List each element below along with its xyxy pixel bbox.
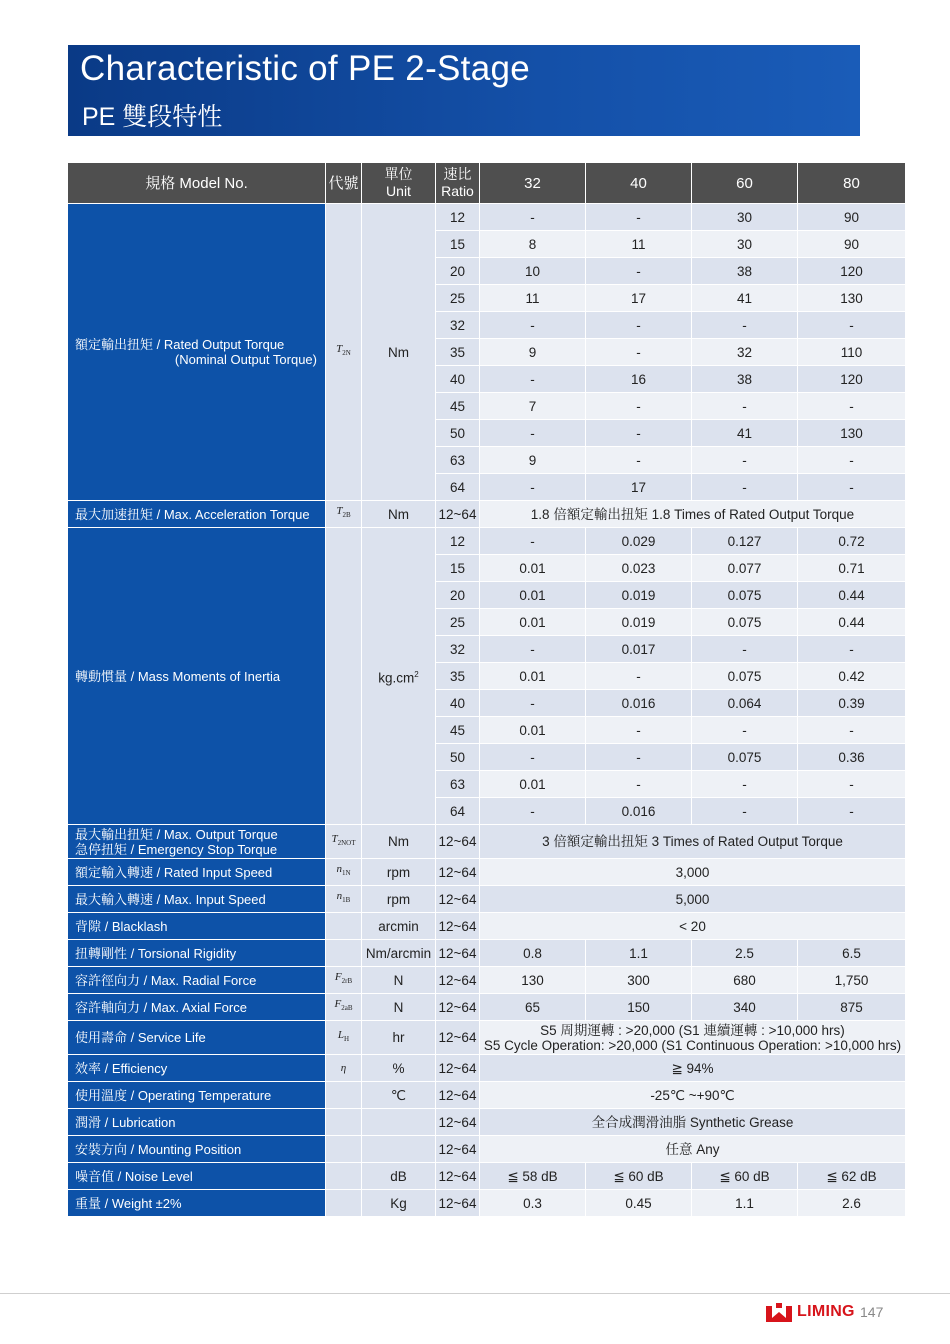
page-title: Characteristic of PE 2-Stage [80, 49, 530, 88]
header-unit: 單位 Unit [362, 163, 436, 204]
ratio-cell: 32 [436, 312, 480, 339]
value-cell: 0.39 [798, 690, 906, 717]
value-cell: 41 [692, 420, 798, 447]
symbol-cell: $L_H$ [326, 1021, 362, 1055]
value-cell: - [586, 204, 692, 231]
value-cell: - [692, 636, 798, 663]
ratio-cell: 64 [436, 474, 480, 501]
footer-divider [0, 1293, 950, 1294]
unit-cell [362, 1136, 436, 1163]
value-cell: 0.71 [798, 555, 906, 582]
symbol-cell [326, 528, 362, 825]
value-cell: 0.44 [798, 582, 906, 609]
symbol-cell [326, 1109, 362, 1136]
table-row [68, 1021, 906, 1055]
ratio-cell: 12~64 [436, 1021, 480, 1055]
ratio-cell: 35 [436, 663, 480, 690]
value-cell: - [798, 393, 906, 420]
header-row [68, 163, 906, 204]
table-row [68, 886, 906, 913]
inertia-label: 轉動慣量 / Mass Moments of Inertia [68, 528, 326, 825]
value-cell: - [798, 636, 906, 663]
ratio-cell: 12~64 [436, 825, 480, 859]
symbol-cell [326, 1190, 362, 1217]
ratio-cell: 12~64 [436, 1109, 480, 1136]
header-size: 60 [692, 163, 798, 204]
value-cell: - [480, 636, 586, 663]
unit-cell: arcmin [362, 913, 436, 940]
value-cell: 0.075 [692, 609, 798, 636]
ratio-cell: 12~64 [436, 501, 480, 528]
symbol-cell [326, 940, 362, 967]
value-cell: - [586, 744, 692, 771]
symbol-cell: $n_{1B}$ [326, 886, 362, 913]
value-cell: < 20 [480, 913, 906, 940]
value-cell: 0.029 [586, 528, 692, 555]
header-code: 代號 [326, 163, 362, 204]
value-cell: - [586, 717, 692, 744]
symbol-cell: $F_{2rB}$ [326, 967, 362, 994]
ratio-cell: 32 [436, 636, 480, 663]
value-cell: 875 [798, 994, 906, 1021]
unit-cell: % [362, 1055, 436, 1082]
ratio-cell: 20 [436, 258, 480, 285]
value-cell: 0.01 [480, 717, 586, 744]
header-ratio: 速比 Ratio [436, 163, 480, 204]
symbol-cell: $n_{1N}$ [326, 859, 362, 886]
symbol-cell [326, 1136, 362, 1163]
value-cell: 8 [480, 231, 586, 258]
unit-cell [362, 1109, 436, 1136]
unit-cell: Nm [362, 501, 436, 528]
value-cell: - [798, 771, 906, 798]
unit-cell: rpm [362, 859, 436, 886]
unit-cell: Nm [362, 825, 436, 859]
header-model: 規格 Model No. [68, 163, 326, 204]
value-cell: - [692, 447, 798, 474]
table-row [68, 1190, 906, 1217]
value-cell: - [480, 420, 586, 447]
value-cell: 1,750 [798, 967, 906, 994]
value-cell: - [798, 717, 906, 744]
page-number: 147 [860, 1304, 884, 1320]
value-cell: 3 倍額定輸出扭矩 3 Times of Rated Output Torque [480, 825, 906, 859]
value-cell: 0.075 [692, 663, 798, 690]
value-cell: - [480, 474, 586, 501]
symbol-cell: $T_{2NOT}$ [326, 825, 362, 859]
header-size: 32 [480, 163, 586, 204]
value-cell: 41 [692, 285, 798, 312]
value-cell: ≦ 60 dB [586, 1163, 692, 1190]
value-cell: ≦ 62 dB [798, 1163, 906, 1190]
value-cell: 150 [586, 994, 692, 1021]
title-banner [68, 45, 860, 136]
value-cell: 3,000 [480, 859, 906, 886]
max-output-label: 最大輸出扭矩 / Max. Output Torque 急停扭矩 / Emergency Stop Torque [68, 825, 326, 859]
value-cell: 0.017 [586, 636, 692, 663]
value-cell: - [586, 393, 692, 420]
weight-label: 重量 / Weight ±2% [68, 1190, 326, 1217]
table-row [68, 967, 906, 994]
value-cell: - [586, 312, 692, 339]
value-cell: - [692, 474, 798, 501]
unit-cell: Nm/arcmin [362, 940, 436, 967]
value-cell: - [798, 312, 906, 339]
value-cell: 0.42 [798, 663, 906, 690]
ratio-cell: 25 [436, 285, 480, 312]
value-cell: ≧ 94% [480, 1055, 906, 1082]
table-row [68, 204, 906, 231]
value-cell: 16 [586, 366, 692, 393]
value-cell: 0.72 [798, 528, 906, 555]
symbol-cell: $F_{2aB}$ [326, 994, 362, 1021]
value-cell: 0.016 [586, 798, 692, 825]
ratio-cell: 12~64 [436, 1136, 480, 1163]
ratio-cell: 15 [436, 555, 480, 582]
value-cell: 0.064 [692, 690, 798, 717]
symbol-cell: $T_{2N}$ [326, 204, 362, 501]
ratio-cell: 12 [436, 528, 480, 555]
value-cell: 0.127 [692, 528, 798, 555]
value-cell: 32 [692, 339, 798, 366]
value-cell: 2.5 [692, 940, 798, 967]
value-cell: - [692, 312, 798, 339]
value-cell: 11 [480, 285, 586, 312]
ratio-cell: 40 [436, 690, 480, 717]
table-row [68, 825, 906, 859]
value-cell: 0.01 [480, 609, 586, 636]
value-cell: 0.01 [480, 663, 586, 690]
table-row [68, 859, 906, 886]
unit-cell: hr [362, 1021, 436, 1055]
value-cell: - [586, 771, 692, 798]
value-cell: -25℃ ~+90℃ [480, 1082, 906, 1109]
value-cell: 9 [480, 447, 586, 474]
unit-cell: $kg.cm^2$ [362, 528, 436, 825]
value-cell: - [480, 204, 586, 231]
value-cell: - [692, 717, 798, 744]
ratio-cell: 35 [436, 339, 480, 366]
value-cell: 0.3 [480, 1190, 586, 1217]
ratio-cell: 20 [436, 582, 480, 609]
ratio-cell: 45 [436, 393, 480, 420]
value-cell: 0.01 [480, 582, 586, 609]
value-cell: ≦ 60 dB [692, 1163, 798, 1190]
ratio-cell: 25 [436, 609, 480, 636]
value-cell: 0.077 [692, 555, 798, 582]
value-cell: 11 [586, 231, 692, 258]
table-row [68, 528, 906, 555]
ratio-cell: 50 [436, 420, 480, 447]
symbol-cell: η [326, 1055, 362, 1082]
value-cell: 0.023 [586, 555, 692, 582]
value-cell: 5,000 [480, 886, 906, 913]
value-cell: 任意 Any [480, 1136, 906, 1163]
value-cell: 9 [480, 339, 586, 366]
ratio-cell: 64 [436, 798, 480, 825]
value-cell: - [480, 312, 586, 339]
rated-input-label: 額定輸入轉速 / Rated Input Speed [68, 859, 326, 886]
ratio-cell: 12~64 [436, 1055, 480, 1082]
spec-table [67, 162, 906, 1217]
ratio-cell: 63 [436, 447, 480, 474]
accel-torque-label: 最大加速扭矩 / Max. Acceleration Torque [68, 501, 326, 528]
max-input-label: 最大輸入轉速 / Max. Input Speed [68, 886, 326, 913]
value-cell: - [480, 798, 586, 825]
ratio-cell: 12~64 [436, 859, 480, 886]
value-cell: ≦ 58 dB [480, 1163, 586, 1190]
rigidity-label: 扭轉剛性 / Torsional Rigidity [68, 940, 326, 967]
value-cell: 680 [692, 967, 798, 994]
ratio-cell: 12~64 [436, 886, 480, 913]
symbol-cell [326, 1082, 362, 1109]
efficiency-label: 效率 / Efficiency [68, 1055, 326, 1082]
value-cell: - [586, 420, 692, 447]
value-cell: 7 [480, 393, 586, 420]
lubrication-label: 潤滑 / Lubrication [68, 1109, 326, 1136]
unit-cell: N [362, 967, 436, 994]
unit-cell: ℃ [362, 1082, 436, 1109]
value-cell: - [586, 339, 692, 366]
ratio-cell: 63 [436, 771, 480, 798]
value-cell: 0.01 [480, 771, 586, 798]
value-cell: 300 [586, 967, 692, 994]
value-cell: 10 [480, 258, 586, 285]
value-cell: 全合成潤滑油脂 Synthetic Grease [480, 1109, 906, 1136]
ratio-cell: 12~64 [436, 1163, 480, 1190]
value-cell: 130 [480, 967, 586, 994]
rated-torque-label: 額定輸出扭矩 / Rated Output Torque (Nominal Output Torque) [68, 204, 326, 501]
symbol-cell [326, 913, 362, 940]
value-cell: 0.45 [586, 1190, 692, 1217]
value-cell: - [798, 798, 906, 825]
value-cell: 17 [586, 474, 692, 501]
ratio-cell: 40 [436, 366, 480, 393]
liming-logo-icon [764, 1302, 794, 1324]
table-row [68, 1163, 906, 1190]
value-cell: 90 [798, 231, 906, 258]
value-cell: 0.8 [480, 940, 586, 967]
value-cell: 1.8 倍額定輸出扭矩 1.8 Times of Rated Output Torque [480, 501, 906, 528]
ratio-cell: 45 [436, 717, 480, 744]
table-row [68, 501, 906, 528]
table-row [68, 913, 906, 940]
value-cell: 0.019 [586, 609, 692, 636]
unit-cell: dB [362, 1163, 436, 1190]
value-cell: 0.36 [798, 744, 906, 771]
ratio-cell: 50 [436, 744, 480, 771]
table-row [68, 1055, 906, 1082]
ratio-cell: 12~64 [436, 1082, 480, 1109]
value-cell: - [480, 690, 586, 717]
unit-cell: N [362, 994, 436, 1021]
value-cell: 0.075 [692, 744, 798, 771]
ratio-cell: 12~64 [436, 1190, 480, 1217]
noise-label: 噪音值 / Noise Level [68, 1163, 326, 1190]
backlash-label: 背隙 / Blacklash [68, 913, 326, 940]
header-size: 40 [586, 163, 692, 204]
ratio-cell: 12~64 [436, 967, 480, 994]
value-cell: 120 [798, 366, 906, 393]
value-cell: 38 [692, 366, 798, 393]
table-row [68, 1082, 906, 1109]
value-cell: - [480, 366, 586, 393]
value-cell: - [480, 528, 586, 555]
radial-force-label: 容許徑向力 / Max. Radial Force [68, 967, 326, 994]
value-cell: 130 [798, 285, 906, 312]
value-cell: 110 [798, 339, 906, 366]
axial-force-label: 容許軸向力 / Max. Axial Force [68, 994, 326, 1021]
value-cell: - [586, 447, 692, 474]
table-row [68, 994, 906, 1021]
ratio-cell: 12~64 [436, 994, 480, 1021]
value-cell: 90 [798, 204, 906, 231]
value-cell: 65 [480, 994, 586, 1021]
value-cell: - [692, 771, 798, 798]
table-row [68, 1109, 906, 1136]
value-cell: 38 [692, 258, 798, 285]
value-cell: 30 [692, 204, 798, 231]
value-cell: 2.6 [798, 1190, 906, 1217]
value-cell: 120 [798, 258, 906, 285]
ratio-cell: 15 [436, 231, 480, 258]
header-size: 80 [798, 163, 906, 204]
ratio-cell: 12~64 [436, 940, 480, 967]
value-cell: - [798, 474, 906, 501]
table-row [68, 1136, 906, 1163]
symbol-cell: $T_{2B}$ [326, 501, 362, 528]
value-cell: 0.019 [586, 582, 692, 609]
value-cell: 340 [692, 994, 798, 1021]
value-cell: 1.1 [586, 940, 692, 967]
symbol-cell [326, 1163, 362, 1190]
unit-cell: Nm [362, 204, 436, 501]
mounting-label: 安裝方向 / Mounting Position [68, 1136, 326, 1163]
value-cell: 0.44 [798, 609, 906, 636]
unit-cell: Kg [362, 1190, 436, 1217]
value-cell: - [692, 798, 798, 825]
value-cell: 0.01 [480, 555, 586, 582]
ratio-cell: 12~64 [436, 913, 480, 940]
value-cell: 1.1 [692, 1190, 798, 1217]
value-cell: 0.016 [586, 690, 692, 717]
value-cell: 17 [586, 285, 692, 312]
page-subtitle: PE 雙段特性 [82, 103, 223, 131]
table-row [68, 940, 906, 967]
value-cell: - [480, 744, 586, 771]
temperature-label: 使用溫度 / Operating Temperature [68, 1082, 326, 1109]
unit-cell: rpm [362, 886, 436, 913]
value-cell: S5 周期運轉 : >20,000 (S1 連續運轉 : >10,000 hrs) S5 Cycle Operation: >20,000 (S1 Continuous Operation: >10,000 hrs) [480, 1021, 906, 1055]
value-cell: - [798, 447, 906, 474]
service-life-label: 使用壽命 / Service Life [68, 1021, 326, 1055]
value-cell: 0.075 [692, 582, 798, 609]
value-cell: 130 [798, 420, 906, 447]
brand-name: LIMING [797, 1303, 855, 1320]
value-cell: 6.5 [798, 940, 906, 967]
ratio-cell: 12 [436, 204, 480, 231]
value-cell: 30 [692, 231, 798, 258]
value-cell: - [586, 258, 692, 285]
value-cell: - [586, 663, 692, 690]
value-cell: - [692, 393, 798, 420]
